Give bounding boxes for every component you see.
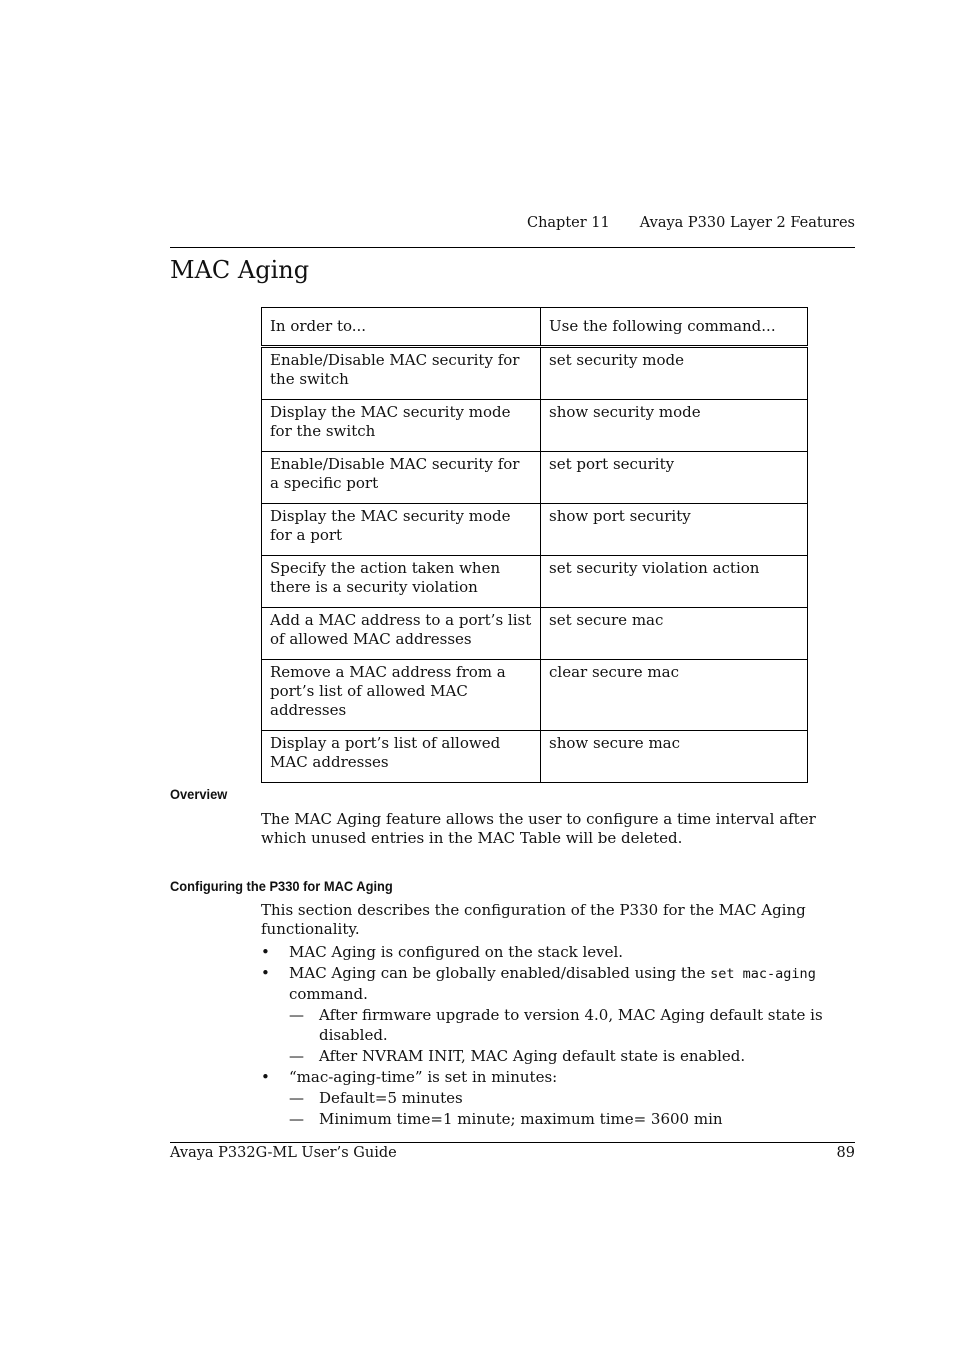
sub-list	[289, 1005, 859, 1066]
page-number: 89	[836, 1145, 855, 1161]
table-cell-command: show secure mac	[541, 731, 808, 783]
sub-item-text: After NVRAM INIT, MAC Aging default state is enabled.	[319, 1047, 746, 1065]
bullet-marker: •	[261, 1068, 270, 1086]
sub-list-item	[289, 1088, 859, 1108]
sub-list-item	[289, 1109, 859, 1129]
table-row	[262, 400, 808, 452]
table-cell-task: Display the MAC security mode for a port	[262, 504, 541, 556]
command-code: set mac-aging	[710, 966, 816, 982]
table-row	[262, 504, 808, 556]
table-cell-task: Display the MAC security mode for the switch	[262, 400, 541, 452]
table-cell-command: clear secure mac	[541, 660, 808, 731]
page-footer	[170, 1145, 855, 1161]
bullet-marker: •	[261, 964, 270, 982]
dash-marker: —	[289, 1006, 304, 1024]
table-cell-task: Add a MAC address to a port’s list of allowed MAC addresses	[262, 608, 541, 660]
bullet-text: command.	[289, 985, 368, 1003]
running-header	[170, 215, 855, 231]
header-rule	[170, 247, 855, 248]
bullet-text: MAC Aging can be globally enabled/disabled using the	[289, 964, 711, 982]
sub-list-item	[289, 1046, 859, 1066]
list-item	[261, 963, 859, 1066]
table-row	[262, 452, 808, 504]
dash-marker: —	[289, 1089, 304, 1107]
sub-list	[289, 1088, 859, 1129]
bullet-text: MAC Aging is configured on the stack level.	[289, 943, 624, 961]
table-header-cell: In order to...	[262, 308, 541, 347]
list-item	[261, 942, 859, 962]
sub-item-text: Minimum time=1 minute; maximum time= 3600 min	[319, 1110, 723, 1128]
table-cell-task: Specify the action taken when there is a security violation	[262, 556, 541, 608]
table-header-cell: Use the following command...	[541, 308, 808, 347]
footer-rule	[170, 1142, 855, 1143]
sub-item-text: After firmware upgrade to version 4.0, MAC Aging default state is disabled.	[319, 1006, 823, 1044]
table-cell-command: show security mode	[541, 400, 808, 452]
list-item	[261, 1067, 859, 1129]
bullet-marker: •	[261, 943, 270, 961]
chapter-title: Avaya P330 Layer 2 Features	[639, 215, 855, 231]
configuring-intro: This section describes the configuration of the P330 for the MAC Aging functionality.	[261, 901, 806, 938]
bullet-text: “mac-aging-time” is set in minutes:	[289, 1068, 558, 1086]
table-row	[262, 660, 808, 731]
command-table	[261, 307, 808, 783]
table-row	[262, 347, 808, 400]
dash-marker: —	[289, 1047, 304, 1065]
table-cell-task: Display a port’s list of allowed MAC addresses	[262, 731, 541, 783]
overview-text: The MAC Aging feature allows the user to configure a time interval after which unused entries in the MAC Table will be deleted.	[261, 810, 816, 847]
table-header-row	[262, 308, 808, 347]
bullet-list	[261, 942, 859, 1130]
chapter-number: Chapter 11	[526, 215, 610, 231]
table-cell-command: show port security	[541, 504, 808, 556]
sub-item-text: Default=5 minutes	[319, 1089, 463, 1107]
table-cell-command: set secure mac	[541, 608, 808, 660]
section-title: MAC Aging	[170, 256, 310, 284]
guide-title: Avaya P332G-ML User’s Guide	[170, 1145, 397, 1161]
overview-heading: Overview	[170, 786, 228, 802]
table-cell-command: set security mode	[541, 347, 808, 400]
table-row	[262, 556, 808, 608]
table-cell-task: Remove a MAC address from a port’s list of allowed MAC addresses	[262, 660, 541, 731]
table-cell-command: set port security	[541, 452, 808, 504]
table-row	[262, 731, 808, 783]
configuring-heading: Configuring the P330 for MAC Aging	[170, 878, 393, 894]
table-cell-task: Enable/Disable MAC security for the switch	[262, 347, 541, 400]
table-cell-task: Enable/Disable MAC security for a specific port	[262, 452, 541, 504]
sub-list-item	[289, 1005, 859, 1045]
table-cell-command: set security violation action	[541, 556, 808, 608]
table-row	[262, 608, 808, 660]
dash-marker: —	[289, 1110, 304, 1128]
